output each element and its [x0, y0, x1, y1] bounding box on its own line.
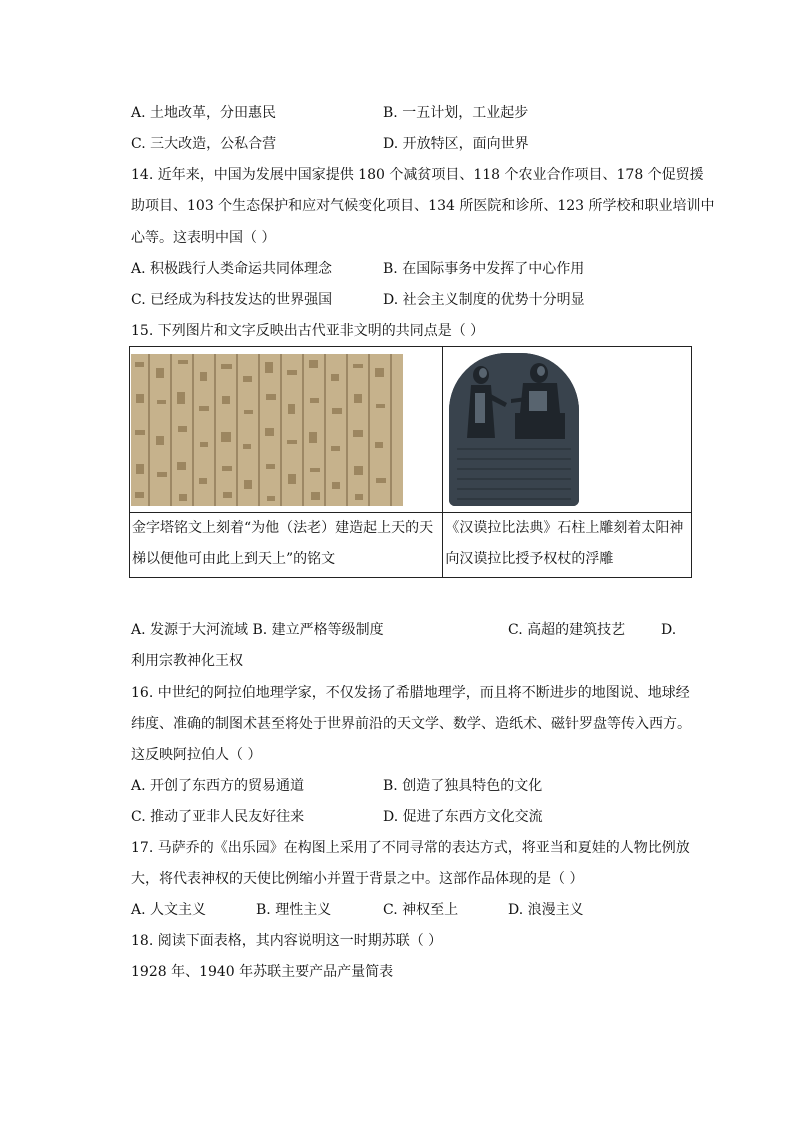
q15-caption-right [443, 513, 692, 578]
q13-option-b: B. 一五计划，工业起步 [383, 105, 529, 121]
q15-caption-left-line-2: 梯以便他可由此上到天上”的铭文 [132, 551, 336, 567]
q17-option-c: C. 神权至上 [383, 902, 459, 918]
q14-stem-line-1: 14. 近年来，中国为发展中国家提供 180 个减贫项目、118 个农业合作项目、178 个促贸援 [131, 167, 704, 183]
q15-option-d-text: 利用宗教神化王权 [131, 653, 243, 669]
q14-option-c: C. 已经成为科技发达的世界强国 [131, 292, 333, 308]
q15-option-d: D. [661, 622, 677, 638]
q15-caption-left [130, 513, 443, 578]
q15-caption-right-line-1: 《汉谟拉比法典》石柱上雕刻着太阳神 [445, 520, 684, 536]
q15-image-cell-right [443, 347, 692, 513]
q16-option-d: D. 促进了东西方文化交流 [383, 809, 543, 825]
q14-option-b: B. 在国际事务中发挥了中心作用 [383, 261, 585, 277]
q15-stem: 15. 下列图片和文字反映出古代亚非文明的共同点是（ ） [131, 323, 485, 339]
q15-options-ab: A. 发源于大河流域 B. 建立严格等级制度 [131, 622, 384, 638]
q16-option-b: B. 创造了独具特色的文化 [383, 778, 543, 794]
q14-option-a: A. 积极践行人类命运共同体理念 [131, 261, 333, 277]
q18-table-title: 1928 年、1940 年苏联主要产品产量简表 [131, 964, 394, 980]
q14-stem-line-3: 心等。这表明中国（ ） [131, 230, 276, 246]
q15-option-c: C. 高超的建筑技艺 [508, 622, 626, 638]
q16-stem-line-3: 这反映阿拉伯人（ ） [131, 747, 262, 763]
q15-image-cell-left [130, 347, 443, 513]
q14-option-d: D. 社会主义制度的优势十分明显 [383, 292, 585, 308]
q13-option-c: C. 三大改造，公私合营 [131, 136, 277, 152]
q17-stem-line-2: 大，将代表神权的天使比例缩小并置于背景之中。这部作品体现的是（ ） [131, 871, 584, 887]
q15-figure-table [129, 346, 692, 578]
q17-option-b: B. 理性主义 [256, 902, 332, 918]
q17-stem-line-1: 17. 马萨乔的《出乐园》在构图上采用了不同寻常的表达方式，将亚当和夏娃的人物比例放 [131, 840, 690, 856]
q16-stem-line-2: 纬度、准确的制图术甚至将处于世界前沿的天文学、数学、造纸术、磁针罗盘等传入西方。 [131, 716, 691, 732]
q17-option-d: D. 浪漫主义 [508, 902, 584, 918]
q15-caption-right-line-2: 向汉谟拉比授予权杖的浮雕 [445, 551, 614, 567]
q13-option-d: D. 开放特区，面向世界 [383, 136, 529, 152]
q18-stem: 18. 阅读下面表格，其内容说明这一时期苏联（ ） [131, 933, 443, 949]
q16-option-c: C. 推动了亚非人民友好往来 [131, 809, 305, 825]
pyramid-inscription-image [131, 354, 403, 506]
q17-option-a: A. 人文主义 [131, 902, 207, 918]
q15-caption-left-line-1: 金字塔铭文上刻着“为他（法老）建造起上天的天 [132, 520, 434, 536]
q16-option-a: A. 开创了东西方的贸易通道 [131, 778, 305, 794]
hammurabi-stele-image [449, 353, 579, 506]
q14-stem-line-2: 助项目、103 个生态保护和应对气候变化项目、134 所医院和诊所、123 所学校和职业培训中 [131, 198, 715, 214]
q16-stem-line-1: 16. 中世纪的阿拉伯地理学家，不仅发扬了希腊地理学，而且将不断进步的地图说、地球经 [131, 685, 690, 701]
q13-option-a: A. 土地改革，分田惠民 [131, 105, 277, 121]
